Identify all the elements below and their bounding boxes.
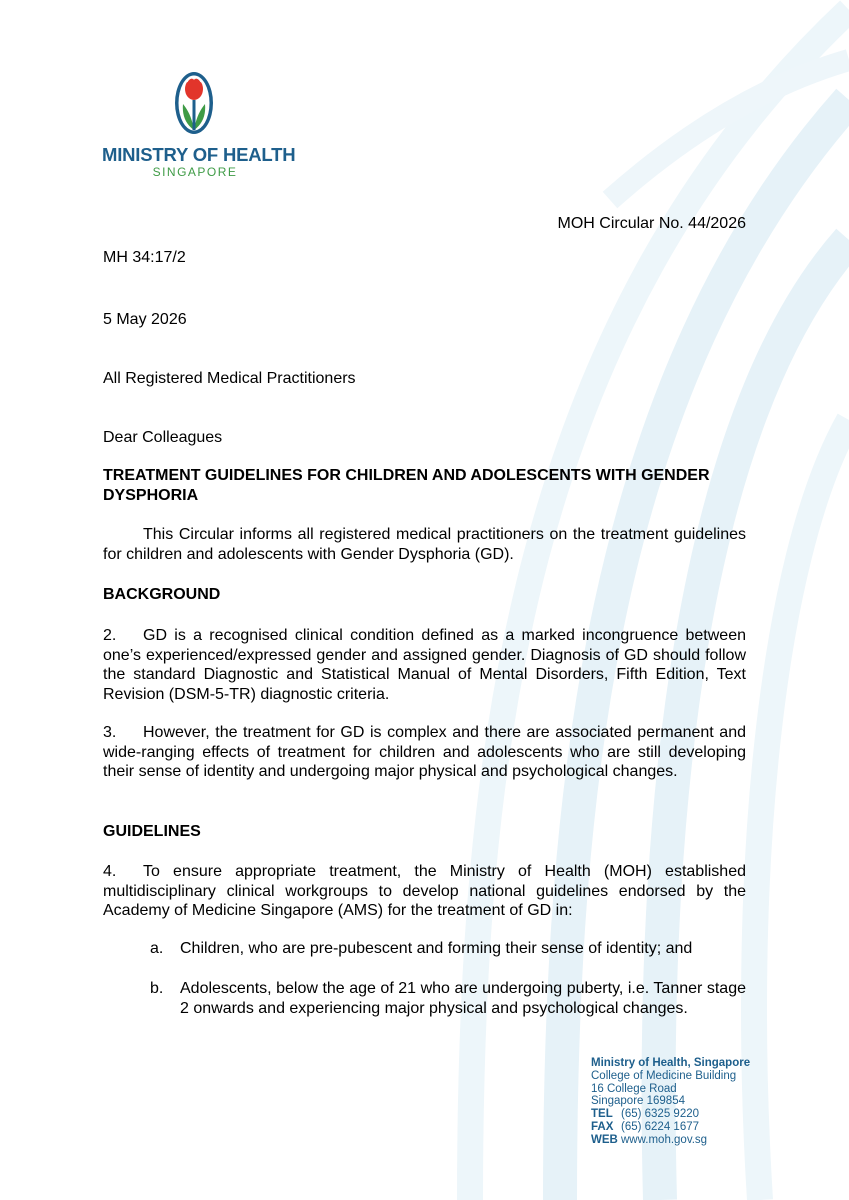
footer-address	[591, 1057, 791, 1147]
footer-web	[591, 1134, 791, 1147]
tel-value: (65) 6325 9220	[621, 1108, 700, 1121]
salutation: Dear Colleagues	[103, 429, 223, 446]
list-item-letter: b.	[150, 980, 164, 997]
web-link[interactable]: www.moh.gov.sg	[621, 1133, 708, 1146]
paragraph-text: To ensure appropriate treatment, the Ministry of Health (MOH) established multidisciplinary clinical workgroups to develop national guidelines endorsed by the Academy of Medicine Singapore (AMS) for the treatment of GD in:	[103, 863, 746, 919]
section-heading-background: BACKGROUND	[103, 586, 221, 603]
footer-building: College of Medicine Building	[591, 1069, 737, 1082]
list-item	[150, 979, 746, 1018]
fax-label: FAX	[591, 1120, 614, 1133]
intro-paragraph	[103, 525, 746, 564]
paragraph-2	[103, 626, 746, 704]
ministry-name: MINISTRY OF HEALTH	[102, 144, 296, 165]
ministry-country: SINGAPORE	[152, 165, 238, 179]
web-label: WEB	[591, 1133, 618, 1146]
paragraph-number: 3.	[103, 724, 117, 741]
footer-city: Singapore 169854	[591, 1095, 685, 1108]
paragraph-text: GD is a recognised clinical condition defined as a marked incongruence between one’s experienced/expressed gender and assigned gender. Diagnosis of GD should follow the standard Diagnostic and Statistical Manual of Mental Disorders, Fifth Edition, Text Revision (DSM-5-TR) diagnostic criteria.	[103, 627, 746, 703]
paragraph-number: 4.	[103, 863, 117, 880]
footer-tel	[591, 1108, 791, 1121]
circular-date: 5 May 2026	[103, 311, 187, 328]
list-item-text: Adolescents, below the age of 21 who are undergoing puberty, i.e. Tanner stage 2 onwards and experiencing major physical and psychological changes.	[180, 980, 746, 1017]
footer-fax	[591, 1121, 791, 1134]
section-heading-guidelines: GUIDELINES	[103, 823, 201, 840]
fax-value: (65) 6224 1677	[621, 1120, 700, 1133]
addressee: All Registered Medical Practitioners	[103, 370, 356, 387]
intro-text: This Circular informs all registered medical practitioners on the treatment guidelines for children and adolescents with Gender Dysphoria (GD).	[103, 526, 746, 563]
paragraph-3	[103, 723, 746, 782]
footer-street: 16 College Road	[591, 1082, 677, 1095]
document-title: TREATMENT GUIDELINES FOR CHILDREN AND ADOLESCENTS WITH GENDER DYSPHORIA	[103, 467, 710, 504]
tel-label: TEL	[591, 1108, 613, 1121]
list-item-letter: a.	[150, 940, 164, 957]
paragraph-number: 2.	[103, 627, 117, 644]
circular-number: MOH Circular No. 44/2026	[557, 215, 746, 232]
moh-logo	[100, 70, 296, 182]
reference-number: MH 34:17/2	[103, 249, 186, 266]
list-item-text: Children, who are pre-pubescent and forming their sense of identity; and	[180, 940, 693, 957]
footer-org: Ministry of Health, Singapore	[591, 1057, 751, 1069]
list-item	[150, 939, 746, 959]
paragraph-4	[103, 862, 746, 921]
paragraph-text: However, the treatment for GD is complex and there are associated permanent and wide-ranging effects of treatment for children and adolescents who are still developing their sense of identity and undergoing major physical and psychological changes.	[103, 724, 746, 780]
moh-emblem-icon	[173, 70, 215, 136]
